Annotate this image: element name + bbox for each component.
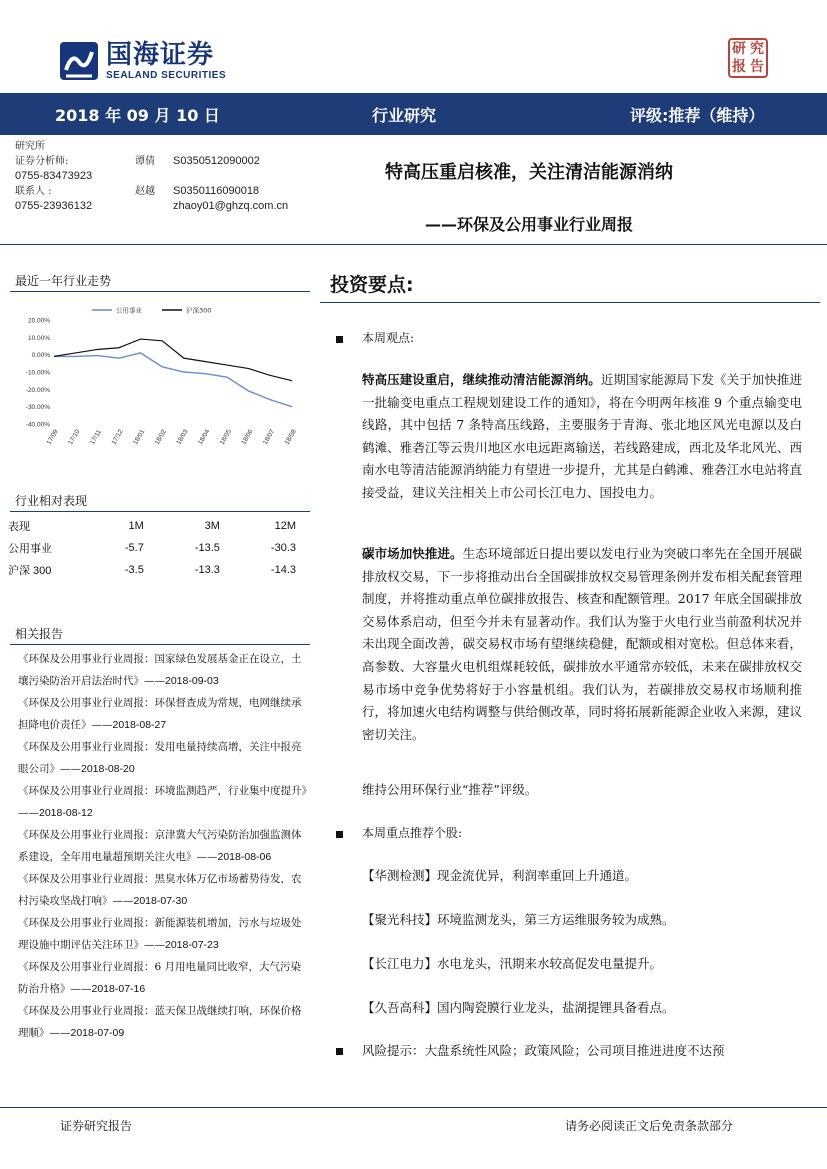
- reports-heading: 相关报告: [15, 627, 64, 641]
- y-tick-label: 20.00%: [27, 317, 50, 325]
- dept-label: 研究所: [15, 141, 45, 152]
- x-tick-label: 18/03: [175, 428, 190, 447]
- series-line: [54, 339, 292, 381]
- x-tick-label: 17/11: [88, 428, 103, 446]
- related-reports-list: [18, 648, 310, 1044]
- x-tick-label: 18/04: [197, 428, 212, 447]
- header-banner: [0, 93, 827, 135]
- y-tick-label: -10.00%: [25, 369, 50, 377]
- trend-rule: [10, 291, 310, 292]
- picks-label: 本周重点推荐个股:: [362, 826, 463, 840]
- y-tick-label: 10.00%: [27, 334, 50, 342]
- analyst-info: [15, 139, 288, 214]
- stock-pick: 【久吾高科】国内陶瓷膜行业龙头，盐湖提锂具备看点。: [362, 1000, 675, 1015]
- investment-highlights-heading: 投资要点:: [330, 274, 414, 296]
- x-tick-label: 18/06: [240, 428, 255, 447]
- report-title: 特高压重启核准，关注清洁能源消纳: [385, 162, 673, 183]
- footer-rule: [0, 1107, 827, 1108]
- list-item[interactable]: 《环保及公用事业行业周报：环境监测趋严，行业集中度提升》——2018-08-12: [18, 785, 307, 819]
- stock-pick: 【长江电力】水电龙头，汛期来水较高促发电量提升。: [362, 956, 663, 971]
- list-item[interactable]: 《环保及公用事业行业周报：蓝天保卫战继续打响，环保价格理顺》——2018-07-09: [18, 1005, 302, 1039]
- x-tick-label: 17/09: [45, 428, 60, 447]
- x-tick-label: 18/02: [153, 428, 168, 447]
- y-tick-label: -40.00%: [25, 421, 50, 429]
- analyst-name: 谭倩: [135, 156, 155, 167]
- risk-warning: 风险提示：大盘系统性风险；政策风险；公司项目推进进度不达预: [362, 1043, 725, 1058]
- industry-trend-chart: [12, 298, 302, 448]
- contact-id: S0350116090018: [173, 185, 260, 197]
- x-tick-label: 18/07: [261, 428, 277, 447]
- company-logo: [58, 40, 226, 82]
- table-row: 沪深 300 -3.5 -13.3 -14.3: [8, 564, 296, 577]
- legend-label: 公用事业: [116, 306, 142, 315]
- y-tick-label: -30.00%: [25, 404, 50, 412]
- list-item[interactable]: 《环保及公用事业行业周报：新能源装机增加，污水与垃圾处理设施中期评估关注环卫》——2018-07-23: [18, 917, 302, 951]
- logo-chinese-name: 国海证券: [106, 39, 215, 70]
- footer-disclaimer[interactable]: 请务必阅读正文后免责条款部分: [565, 1119, 734, 1133]
- contact-role: 联系人 :: [15, 186, 52, 197]
- contact-name: 赵越: [135, 186, 155, 197]
- logo-english-name: SEALAND SECURITIES: [106, 69, 227, 81]
- stock-pick: 【华测检测】现金流优异，利润率重回上升通道。: [362, 868, 638, 883]
- x-tick-label: 18/08: [283, 428, 298, 447]
- list-item[interactable]: 《环保及公用事业行业周报：国家绿色发展基金正在设立，土壤污染防治开启法治时代》——2018-09-03: [18, 653, 302, 687]
- x-tick-label: 18/01: [132, 428, 147, 447]
- list-item[interactable]: 《环保及公用事业行业周报：黑臭水体万亿市场蓄势待发，农村污染攻坚战打响》——2018-07-30: [18, 873, 302, 907]
- list-item[interactable]: 《环保及公用事业行业周报：环保督查成为常规，电网继续承担降电价责任》——2018-08-27: [18, 697, 302, 731]
- list-item[interactable]: 《环保及公用事业行业周报：发用电量持续高增，关注中报亮眼公司》——2018-08-20: [18, 741, 302, 775]
- sealand-logo-icon: [58, 40, 100, 82]
- main-rule: [320, 302, 820, 303]
- performance-table: [8, 515, 310, 581]
- paragraph-uhv: 特高压建设重启，继续推动清洁能源消纳。近期国家能源局下发《关于加快推进一批输变电重点工程规划建设工作的通知》，将在今明两年核准 9 个重点输变电线路，其中包括 7 条特高压线路，主要服务于青海、张北地区风光电源以及白鹤滩、雅砻江等云贵川地区水电远距离输送，若线路建成，西北及华北风光、西南水电等清洁能源消纳能力有望进一步提升，尤其是白鹤滩、雅砻江水电站将直接受益，建议关注相关上市公司长江电力、国投电力。: [362, 372, 802, 500]
- list-item[interactable]: 《环保及公用事业行业周报：京津冀大气污染防治加强监测体系建设，全年用电量超预期关注火电》——2018-08-06: [18, 829, 302, 863]
- perf-heading: 行业相对表现: [15, 494, 88, 508]
- footer-left: 证券研究报告: [60, 1119, 133, 1133]
- header-divider: [0, 244, 827, 245]
- table-row: 公用事业 -5.7 -13.5 -30.3: [8, 542, 296, 555]
- reports-rule: [10, 644, 310, 645]
- x-tick-label: 17/12: [110, 428, 125, 447]
- bullet-square-icon: [336, 336, 343, 343]
- y-tick-label: 0.00%: [31, 352, 50, 360]
- analyst-id: S0350512090002: [173, 155, 260, 167]
- trend-heading: 最近一年行业走势: [15, 274, 112, 288]
- x-tick-label: 17/10: [67, 428, 82, 447]
- contact-phone: 0755-23936132: [15, 200, 93, 212]
- report-subtitle: ——环保及公用事业行业周报: [425, 215, 634, 234]
- stock-pick: 【聚光科技】环境监测龙头，第三方运维服务较为成熟。: [362, 912, 675, 927]
- table-header-row: 表现 1M 3M 12M: [8, 520, 296, 533]
- list-item[interactable]: 《环保及公用事业行业周报：6 月用电量同比收窄，大气污染防治升格》——2018-07-16: [18, 961, 302, 995]
- legend-label: 沪深300: [186, 306, 212, 315]
- x-tick-label: 18/05: [218, 428, 233, 447]
- series-line: [54, 353, 292, 407]
- paragraph-carbon: 碳市场加快推进。生态环境部近日提出要以发电行业为突破口率先在全国开展碳排放权交易，下一步将推动出台全国碳排放权交易管理条例并发布相关配套管理制度，并将推动重点单位碳排放报告、核查和配额管理。2017 年底全国碳排放交易体系启动，但至今并未有显著动作。我们认为鉴于火电行业当前盈利状况并未出现全面改善，碳交易权市场有望继续稳健，配额或相对宽松。但总体来看，高参数、大容量火电机组煤耗较低，碳排放水平通常亦较低，未来在碳排放权交易市场中竞争优势将好于小容量机组。我们认为，若碳排放交易权市场顺利推行，将加速火电结构调整与供给侧改革，同时将拓展新能源企业收入来源，建议密切关注。: [362, 546, 802, 742]
- weekly-view-label: 本周观点:: [362, 331, 415, 345]
- report-category: 行业研究: [372, 105, 437, 125]
- analyst-phone: 0755-83473923: [15, 170, 93, 182]
- bullet-square-icon: [336, 1048, 343, 1055]
- report-date: 2018 年 09 月 10 日: [55, 105, 220, 125]
- report-rating: 评级:推荐（维持）: [630, 105, 765, 125]
- contact-email[interactable]: zhaoy01@ghzq.com.cn: [173, 200, 289, 212]
- perf-rule: [10, 511, 310, 512]
- analyst-role: 证券分析师:: [15, 156, 69, 167]
- y-tick-label: -20.00%: [25, 386, 50, 394]
- research-seal-icon: 研 究 报 告: [728, 38, 768, 78]
- paragraph-rating: 维持公用环保行业“推荐”评级。: [362, 782, 538, 797]
- bullet-square-icon: [336, 831, 343, 838]
